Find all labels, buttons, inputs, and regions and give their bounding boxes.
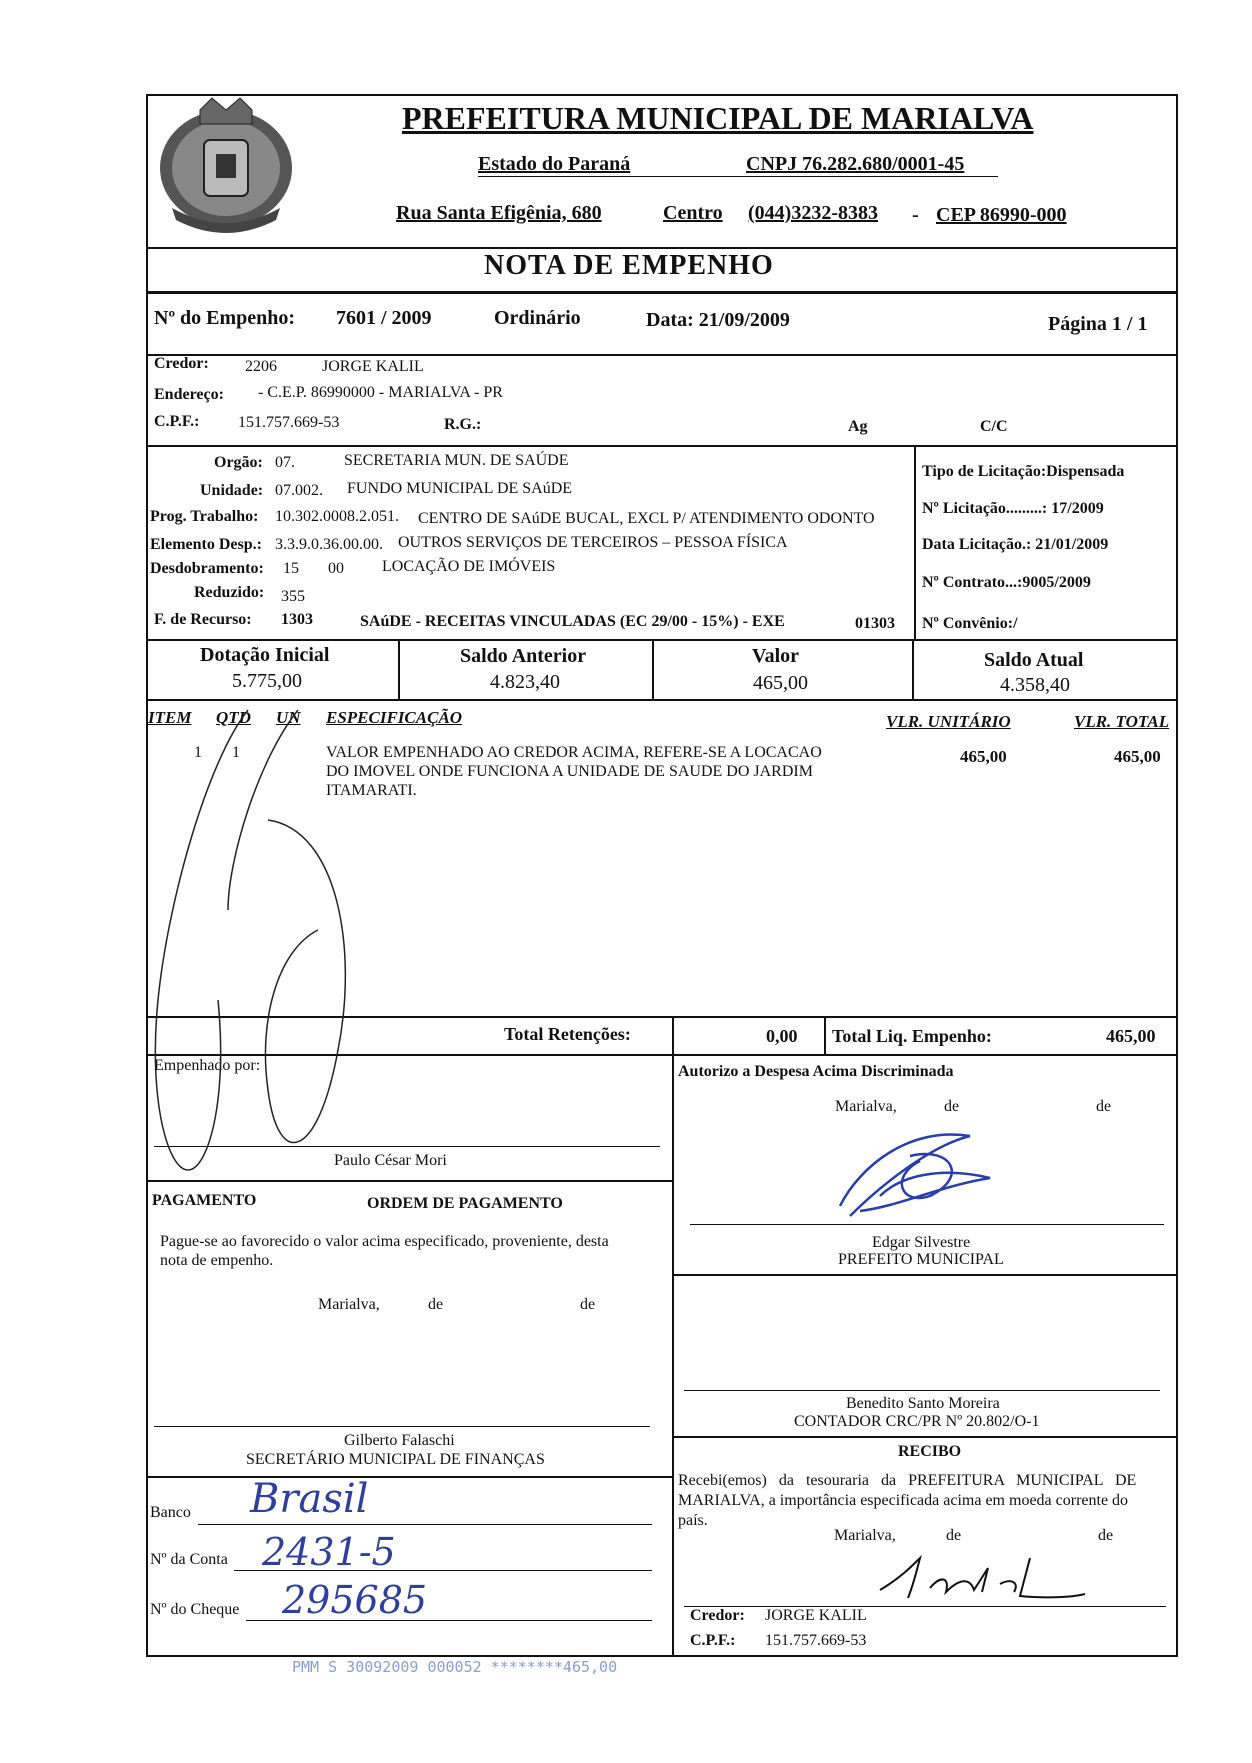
recibo-credor-label: Credor: <box>690 1607 745 1624</box>
total-col-header: VLR. TOTAL <box>1074 712 1170 731</box>
financas-name: Gilberto Falaschi <box>344 1432 455 1449</box>
autorizo-de-1: de <box>944 1098 960 1115</box>
recibo-cpf-label: C.P.F.: <box>690 1632 736 1649</box>
elemento-name: OUTROS SERVIÇOS DE TERCEIROS – PESSOA FÍSICA <box>398 534 788 551</box>
divider-licitacao <box>914 445 916 639</box>
valor-value: 465,00 <box>753 672 808 694</box>
rg-label: R.G.: <box>444 416 482 433</box>
conta-label: Nº da Conta <box>150 1551 228 1568</box>
address-label: Endereço: <box>154 386 224 403</box>
empenhado-name: Paulo César Mori <box>334 1152 447 1169</box>
handwritten-loops <box>148 700 368 1180</box>
divider-totals-1 <box>672 1016 674 1054</box>
prefeito-signature <box>820 1116 1000 1226</box>
recibo-text-line-2: MARIALVA, a importância especificada acima em moeda corrente do <box>678 1492 1129 1509</box>
conta-value[interactable]: 2431-5 <box>262 1530 396 1574</box>
unidade-code: 07.002. <box>275 482 323 499</box>
divider-lower-middle <box>672 1054 674 1657</box>
divider-balances-top <box>146 639 1178 641</box>
dotacao-value: 5.775,00 <box>232 670 302 692</box>
divider-budget-top <box>146 445 1178 447</box>
stamp-text: PMM S 30092009 000052 ********465,00 <box>292 1658 618 1676</box>
banco-line <box>198 1524 652 1525</box>
item-qty: 1 <box>232 744 240 761</box>
prog-name: CENTRO DE SAúDE BUCAL, EXCL P/ ATENDIMENTO ODONTO <box>418 510 875 527</box>
saldo-atual-value: 4.358,40 <box>1000 674 1070 696</box>
contador-role: CONTADOR CRC/PR Nº 20.802/O-1 <box>794 1413 1040 1430</box>
header-address: Rua Santa Efigênia, 680 <box>396 202 602 224</box>
header-state-line <box>478 176 998 177</box>
convenio: Nº Convênio:/ <box>922 615 1018 632</box>
desdobramento-code1: 15 <box>283 560 299 577</box>
licitacao-data: Data Licitação.: 21/01/2009 <box>922 536 1109 553</box>
saldo-atual-label: Saldo Atual <box>984 649 1084 671</box>
divider-credor-top <box>146 354 1178 356</box>
divider-recibo-top <box>672 1436 1178 1438</box>
prefeito-name: Edgar Silvestre <box>872 1234 971 1251</box>
recibo-cpf-value: 151.757.669-53 <box>765 1632 867 1649</box>
liq-empenho-label: Total Liq. Empenho: <box>832 1026 992 1046</box>
credor-cpf: 151.757.669-53 <box>238 414 340 431</box>
credor-code: 2206 <box>245 358 277 375</box>
coat-of-arms-logo <box>152 88 300 238</box>
credor-label: Credor: <box>154 355 209 372</box>
dotacao-label: Dotação Inicial <box>200 644 330 666</box>
document-title: NOTA DE EMPENHO <box>484 250 774 281</box>
empenhado-label: Empenhado por: <box>154 1057 261 1074</box>
recibo-credor-name: JORGE KALIL <box>765 1607 867 1624</box>
financas-role: SECRETÁRIO MUNICIPAL DE FINANÇAS <box>246 1451 545 1468</box>
header-district: Centro <box>663 202 723 224</box>
autorizo-city: Marialva, <box>835 1098 897 1115</box>
recibo-de-2: de <box>1098 1527 1114 1544</box>
header-cep: CEP 86990-000 <box>936 204 1067 226</box>
pagamento-text-line-1: Pague-se ao favorecido o valor acima especificado, proveniente, desta <box>160 1233 609 1250</box>
unidade-name: FUNDO MUNICIPAL DE SAúDE <box>347 480 573 497</box>
divider-banco-top <box>146 1476 672 1478</box>
desdobramento-label: Desdobramento: <box>150 560 264 577</box>
recurso-label: F. de Recurso: <box>154 611 252 628</box>
divider-balance-3 <box>912 639 914 699</box>
orgao-code: 07. <box>275 454 295 471</box>
prog-code: 10.302.0008.2.051. <box>275 508 399 525</box>
credor-signature <box>870 1548 1090 1608</box>
divider-autorizo-bottom <box>672 1274 1178 1276</box>
saldo-anterior-label: Saldo Anterior <box>460 645 587 667</box>
liq-empenho-value: 465,00 <box>1106 1026 1156 1046</box>
divider-title-top <box>146 247 1178 249</box>
credor-address: - C.E.P. 86990000 - MARIALVA - PR <box>258 384 503 401</box>
retencoes-label: Total Retenções: <box>504 1024 631 1044</box>
item-spec-line-1: VALOR EMPENHADO AO CREDOR ACIMA, REFERE-SE A LOCACAO <box>326 744 822 761</box>
financas-signature-line <box>154 1426 650 1427</box>
empenho-date: Data: 21/09/2009 <box>646 309 790 331</box>
item-total-value: 465,00 <box>1114 747 1161 766</box>
reduzido-value: 355 <box>281 588 305 605</box>
autorizo-label: Autorizo a Despesa Acima Discriminada <box>678 1063 954 1080</box>
ag-label: Ag <box>848 418 868 435</box>
un-col-header: UN <box>276 708 301 727</box>
recurso-code2: 01303 <box>855 615 895 632</box>
item-unit-value: 465,00 <box>960 747 1007 766</box>
cc-label: C/C <box>980 418 1008 435</box>
elemento-code: 3.3.9.0.36.00.00. <box>275 536 383 553</box>
recurso-name: SAúDE - RECEITAS VINCULADAS (EC 29/00 - 15%) - EXE <box>360 613 785 630</box>
pagamento-city: Marialva, <box>318 1296 380 1313</box>
qtd-col-header: QTD <box>216 708 251 727</box>
empenho-type: Ordinário <box>494 307 581 329</box>
cheque-value[interactable]: 295685 <box>282 1578 428 1622</box>
cheque-label: Nº do Cheque <box>150 1601 240 1618</box>
divider-balance-2 <box>652 639 654 699</box>
recibo-text-line-1: Recebi(emos) da tesouraria da PREFEITURA MUNICIPAL DE <box>678 1472 1137 1489</box>
divider-pagamento-top <box>146 1180 672 1182</box>
divider-title-bottom <box>146 291 1178 294</box>
contador-name: Benedito Santo Moreira <box>846 1395 1000 1412</box>
header-state: Estado do Paraná <box>478 153 631 175</box>
divider-totals-2 <box>824 1016 826 1054</box>
saldo-anterior-value: 4.823,40 <box>490 671 560 693</box>
recibo-signature-line <box>684 1606 1166 1607</box>
banco-value[interactable]: Brasil <box>250 1476 369 1522</box>
recurso-code: 1303 <box>281 611 313 628</box>
cpf-label: C.P.F.: <box>154 413 200 430</box>
prog-label: Prog. Trabalho: <box>150 508 259 525</box>
item-spec-line-2: DO IMOVEL ONDE FUNCIONA A UNIDADE DE SAUDE DO JARDIM <box>326 763 813 780</box>
item-number: 1 <box>194 744 202 761</box>
empenho-number-label: Nº do Empenho: <box>154 307 296 329</box>
autorizo-de-2: de <box>1096 1098 1112 1115</box>
retencoes-value: 0,00 <box>766 1026 798 1046</box>
licitacao-tipo: Tipo de Licitação:Dispensada <box>922 463 1125 480</box>
pagamento-de-2: de <box>580 1296 596 1313</box>
empenho-number: 7601 / 2009 <box>336 307 432 329</box>
divider-balance-1 <box>398 639 400 699</box>
pagamento-text-line-2: nota de empenho. <box>160 1252 274 1269</box>
pagamento-label: PAGAMENTO <box>152 1192 257 1209</box>
contrato: Nº Contrato...:9005/2009 <box>922 574 1091 591</box>
orgao-label: Orgão: <box>214 454 263 471</box>
header-cnpj: CNPJ 76.282.680/0001-45 <box>746 153 965 175</box>
licitacao-numero: Nº Licitação.........: 17/2009 <box>922 500 1104 517</box>
item-col-header: ITEM <box>148 708 192 727</box>
recibo-title: RECIBO <box>898 1443 962 1460</box>
spec-col-header: ESPECIFICAÇÃO <box>326 708 463 727</box>
unit-col-header: VLR. UNITÁRIO <box>886 712 1011 731</box>
reduzido-label: Reduzido: <box>194 584 265 601</box>
recibo-city: Marialva, <box>834 1527 896 1544</box>
contador-signature-line <box>684 1390 1160 1391</box>
pagamento-de-1: de <box>428 1296 444 1313</box>
item-spec-line-3: ITAMARATI. <box>326 782 417 799</box>
header-title: PREFEITURA MUNICIPAL DE MARIALVA <box>402 100 1034 136</box>
recibo-text-line-3: país. <box>678 1512 708 1529</box>
ordem-pagamento-label: ORDEM DE PAGAMENTO <box>367 1195 563 1212</box>
orgao-name: SECRETARIA MUN. DE SAÚDE <box>344 452 569 469</box>
elemento-label: Elemento Desp.: <box>150 536 262 553</box>
header-phone: (044)3232-8383 <box>748 202 878 224</box>
valor-label: Valor <box>752 645 800 667</box>
credor-name: JORGE KALIL <box>322 358 424 375</box>
header-separator: - <box>912 204 919 226</box>
page-number: Página 1 / 1 <box>1048 313 1148 335</box>
desdobramento-name: LOCAÇÃO DE IMÓVEIS <box>382 558 556 575</box>
desdobramento-code2: 00 <box>328 560 344 577</box>
recibo-de-1: de <box>946 1527 962 1544</box>
prefeito-signature-line <box>690 1224 1164 1225</box>
prefeito-role: PREFEITO MUNICIPAL <box>838 1251 1004 1268</box>
banco-label: Banco <box>150 1504 191 1521</box>
unidade-label: Unidade: <box>200 482 264 499</box>
